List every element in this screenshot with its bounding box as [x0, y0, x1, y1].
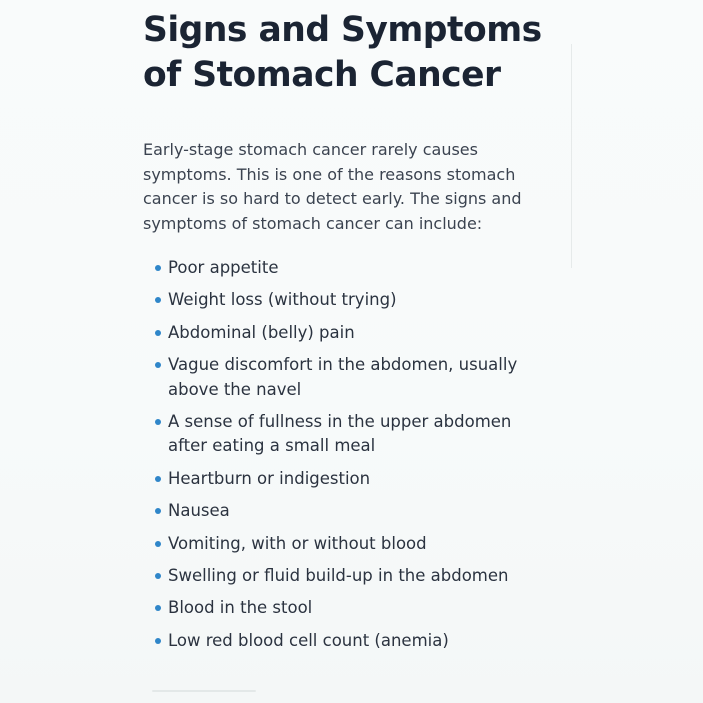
intro-line: cancer is so hard to detect early. The signs and — [143, 189, 522, 208]
bullet-dot-icon — [155, 330, 161, 336]
list-item-text: Vague discomfort in the abdomen, usually — [168, 355, 518, 375]
list-item-text: Swelling or fluid build-up in the abdomen — [168, 566, 509, 586]
list-item — [155, 256, 555, 280]
list-item — [155, 410, 555, 459]
list-item-text: Nausea — [168, 501, 230, 521]
list-item-text: Heartburn or indigestion — [168, 468, 371, 488]
list-item — [155, 532, 555, 556]
bullet-dot-icon — [155, 297, 161, 303]
list-item — [155, 629, 555, 653]
bullet-dot-icon — [155, 573, 161, 579]
intro-line: Early-stage stomach cancer rarely causes — [143, 140, 478, 159]
intro-line: symptoms. This is one of the reasons stomach — [143, 164, 516, 184]
intro-paragraph — [143, 138, 543, 236]
bullet-dot-icon — [155, 508, 161, 514]
intro-line: symptoms of stomach cancer can include: — [143, 213, 483, 233]
list-item-text: above the navel — [168, 379, 302, 399]
footer-divider — [152, 690, 256, 692]
list-item — [155, 467, 555, 491]
bullet-dot-icon — [155, 541, 161, 547]
bullet-dot-icon — [155, 476, 161, 482]
bullet-dot-icon — [155, 362, 161, 368]
list-item-text: A sense of fullness in the upper abdomen — [168, 412, 512, 432]
bullet-dot-icon — [155, 265, 161, 271]
list-item-text: after eating a small meal — [168, 436, 376, 456]
list-item — [155, 288, 555, 312]
bullet-dot-icon — [155, 638, 161, 644]
list-item-text: Blood in the stool — [168, 598, 313, 618]
list-item — [155, 564, 555, 588]
list-item-text: Poor appetite — [168, 258, 279, 277]
list-item — [155, 499, 555, 523]
list-item — [155, 353, 555, 402]
list-item-text: Vomiting, with or without blood — [168, 533, 427, 553]
title-line: Signs and Symptoms — [143, 10, 542, 50]
page-title — [143, 8, 542, 98]
bullet-dot-icon — [155, 605, 161, 611]
list-item — [155, 321, 555, 345]
content-divider — [571, 44, 572, 268]
list-item-text: Low red blood cell count (anemia) — [168, 630, 449, 650]
bullet-dot-icon — [155, 419, 161, 425]
symptom-list — [155, 256, 555, 661]
list-item — [155, 596, 555, 620]
list-item-text: Weight loss (without trying) — [168, 290, 397, 310]
title-line: of Stomach Cancer — [143, 55, 501, 95]
list-item-text: Abdominal (belly) pain — [168, 322, 355, 342]
